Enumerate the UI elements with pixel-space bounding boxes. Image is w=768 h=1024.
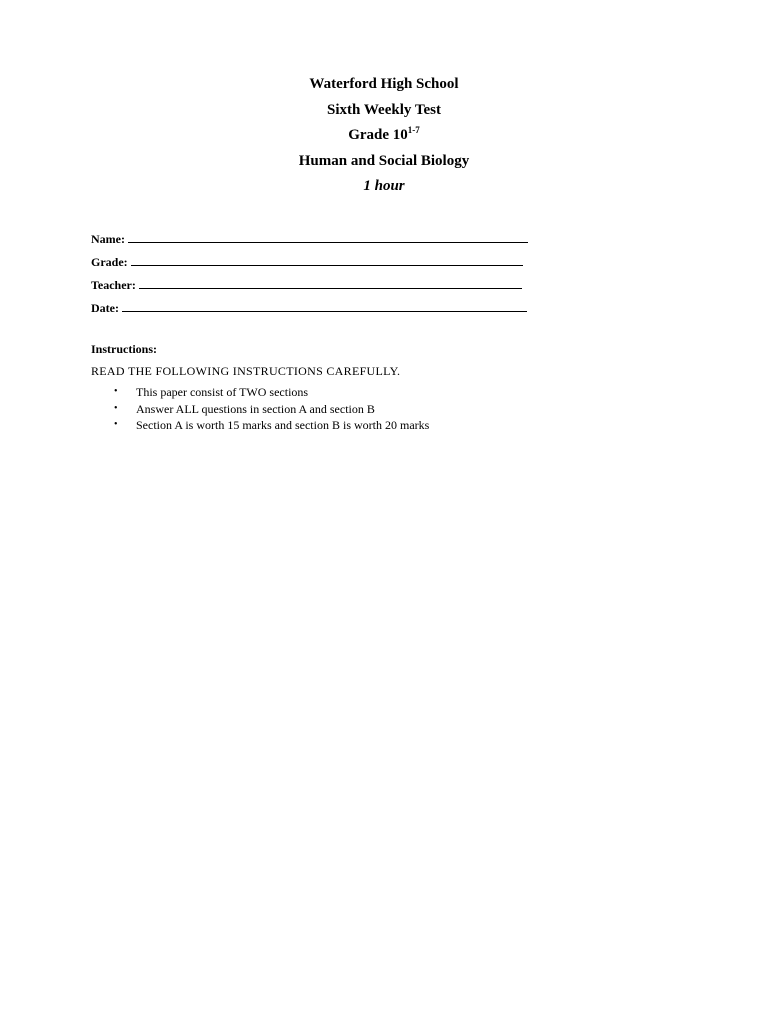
date-field[interactable] [91,293,551,316]
test-title: Sixth Weekly Test [327,101,441,118]
instructions-heading: Instructions: [91,342,158,356]
grade-superscript: 1-7 [407,125,420,135]
school-name: Waterford High School [309,76,459,92]
test-header [0,72,768,200]
date-blank-line[interactable] [122,311,527,312]
grade-text: Grade 10 [348,127,408,143]
list-item [91,384,651,401]
name-field[interactable] [91,224,551,247]
instructions-list [91,384,651,434]
name-blank-line[interactable] [128,242,528,243]
list-item-text: This paper consist of TWO sections [136,385,309,399]
name-label: Name: [91,232,125,246]
teacher-label: Teacher: [91,278,136,292]
student-info-fields [91,224,551,316]
grade-label: Grade: [91,255,128,269]
bullet-icon: • [114,402,118,414]
grade-blank-line[interactable] [131,265,523,266]
bullet-icon: • [114,419,118,430]
date-label: Date: [91,301,119,315]
instructions-section [91,341,651,434]
teacher-blank-line[interactable] [139,288,522,289]
duration: 1 hour [363,178,405,194]
grade-line [0,123,768,149]
teacher-field[interactable] [91,270,551,293]
list-item [91,401,651,418]
grade-field[interactable] [91,247,551,270]
instructions-lead: READ THE FOLLOWING INSTRUCTIONS CAREFULLY. [91,364,401,378]
list-item-text: Section A is worth 15 marks and section B is worth 20 marks [136,418,430,432]
list-item [91,417,651,434]
list-item-text: Answer ALL questions in section A and section B [136,401,375,416]
bullet-icon: • [114,386,118,397]
subject-title: Human and Social Biology [298,152,470,169]
